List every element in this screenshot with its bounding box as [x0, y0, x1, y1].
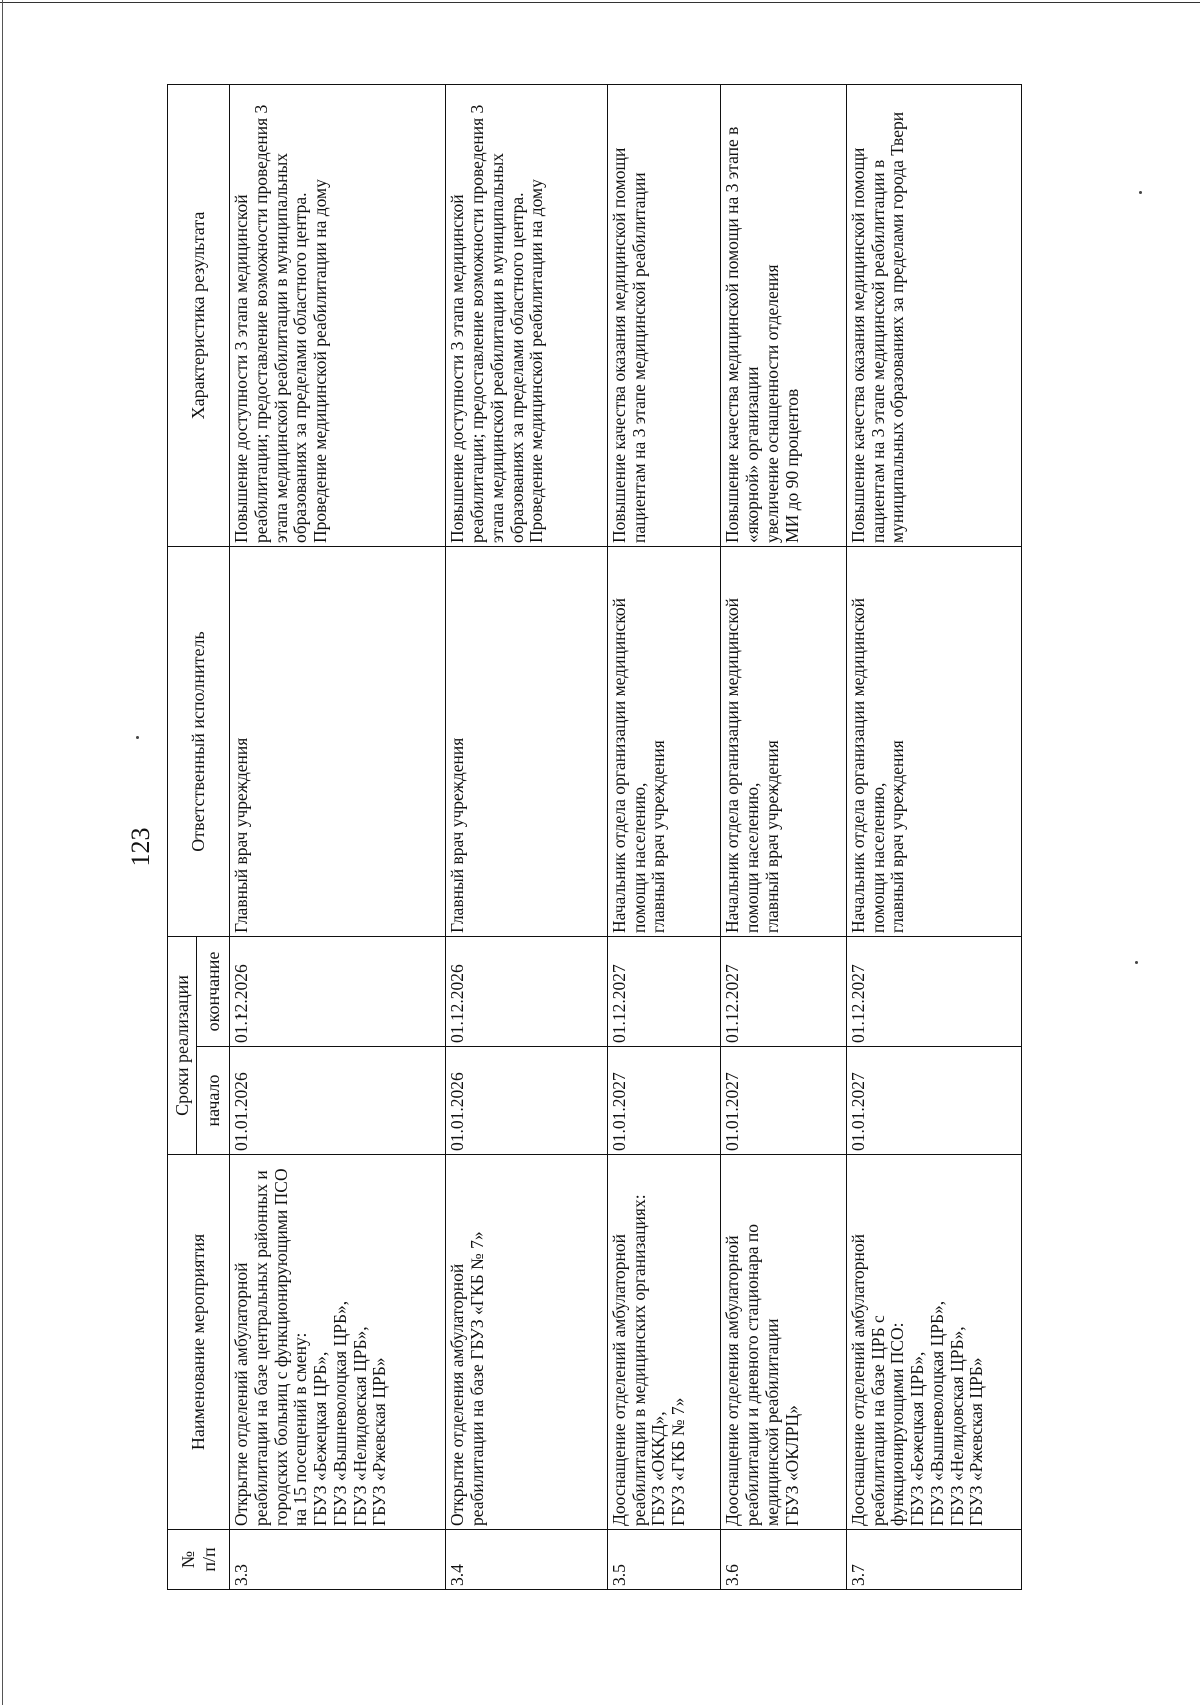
cell-start: 01.01.2027 [721, 1047, 847, 1155]
page-number: 123 [126, 827, 155, 867]
table-row [846, 84, 1021, 1589]
cell-num: 3.7 [846, 1530, 1021, 1590]
cell-responsible: Главный врач учреждения [230, 546, 446, 936]
scan-border-left [2, 0, 3, 1705]
table-row [721, 84, 847, 1589]
cell-num: 3.4 [446, 1530, 608, 1590]
cell-name: Дооснащение отделений амбулаторной реабилитации в медицинских организациях: ГБУЗ «ОККД», ГБУЗ «ГКБ № 7» [607, 1155, 720, 1530]
cell-start: 01.01.2027 [846, 1047, 1021, 1155]
cell-end: 01.12.2027 [607, 936, 720, 1046]
cell-responsible: Начальник отдела организации медицинской помощи населению, главный врач учреждения [721, 546, 847, 936]
header-responsible: Ответственный исполнитель [168, 546, 230, 936]
cell-name: Дооснащение отделения амбулаторной реабилитации и дневного стационара по медицинской реабилитации ГБУЗ «ОКЛРЦ» [721, 1155, 847, 1530]
header-row [168, 84, 197, 1589]
header-name: Наименование мероприятия [168, 1155, 230, 1530]
cell-num: 3.3 [230, 1530, 446, 1590]
table-row [230, 84, 446, 1589]
cell-start: 01.01.2027 [607, 1047, 720, 1155]
cell-result: Повышение качества оказания медицинской помощи пациентам на 3 этапе медицинской реабилитации [607, 84, 720, 546]
cell-start: 01.01.2026 [230, 1047, 446, 1155]
header-start: начало [197, 1047, 230, 1155]
cell-name: Открытие отделений амбулаторной реабилитации на базе центральных районных и городских больниц с функционирующими ПСО на 15 посещений в смену: ГБУЗ «Бежецкая ЦРБ», ГБУЗ «Вышневолоцкая ЦРБ», ГБУЗ «Нелидовская ЦРБ», ГБУЗ «Ржевская ЦРБ» [230, 1155, 446, 1530]
table-row [607, 84, 720, 1589]
cell-name: Дооснащение отделений амбулаторной реабилитации на базе ЦРБ с функционирующими ПСО: ГБУЗ «Бежецкая ЦРБ», ГБУЗ «Вышневолоцкая ЦРБ», ГБУЗ «Нелидовская ЦРБ», ГБУЗ «Ржевская ЦРБ» [846, 1155, 1021, 1530]
cell-start: 01.01.2026 [446, 1047, 608, 1155]
events-table [167, 84, 1022, 1590]
cell-end: 01.12.2027 [846, 936, 1021, 1046]
scan-speck [136, 736, 139, 739]
scan-border-top [0, 2, 1200, 3]
cell-num: 3.5 [607, 1530, 720, 1590]
cell-num: 3.6 [721, 1530, 847, 1590]
cell-responsible: Начальник отдела организации медицинской помощи населению, главный врач учреждения [846, 546, 1021, 936]
header-end: окончание [197, 936, 230, 1046]
cell-responsible: Начальник отдела организации медицинской помощи населению, главный врач учреждения [607, 546, 720, 936]
scan-speck [1135, 961, 1138, 964]
header-result: Характеристика результата [168, 84, 230, 546]
cell-name: Открытие отделения амбулаторной реабилитации на базе ГБУЗ «ГКБ № 7» [446, 1155, 608, 1530]
rotated-table-wrapper [167, 85, 1022, 1590]
cell-end: 01.12.2026 [446, 936, 608, 1046]
cell-end: 01.12.2026 [230, 936, 446, 1046]
header-terms: Сроки реализации [168, 936, 197, 1154]
cell-end: 01.12.2027 [721, 936, 847, 1046]
header-num: № п/п [168, 1530, 230, 1590]
cell-result: Повышение качества оказания медицинской помощи пациентам на 3 этапе медицинской реабилитации в муниципальных образованиях за пределами города Твери [846, 84, 1021, 546]
cell-responsible: Главный врач учреждения [446, 546, 608, 936]
cell-result: Повышение доступности 3 этапа медицинской реабилитации; предоставление возможности проведения 3 этапа медицинской реабилитации в муниципальных образованиях за пределами областного центра. Проведение медицинской реабилитации на дому [446, 84, 608, 546]
table-row [446, 84, 608, 1589]
cell-result: Повышение качества медицинской помощи на 3 этапе в «якорной» организации увеличение оснащенности отделения МИ до 90 процентов [721, 84, 847, 546]
cell-result: Повышение доступности 3 этапа медицинской реабилитации; предоставление возможности проведения 3 этапа медицинской реабилитации в муниципальных образованиях за пределами областного центра. Проведение медицинской реабилитации на дому [230, 84, 446, 546]
scan-speck [1139, 191, 1142, 194]
